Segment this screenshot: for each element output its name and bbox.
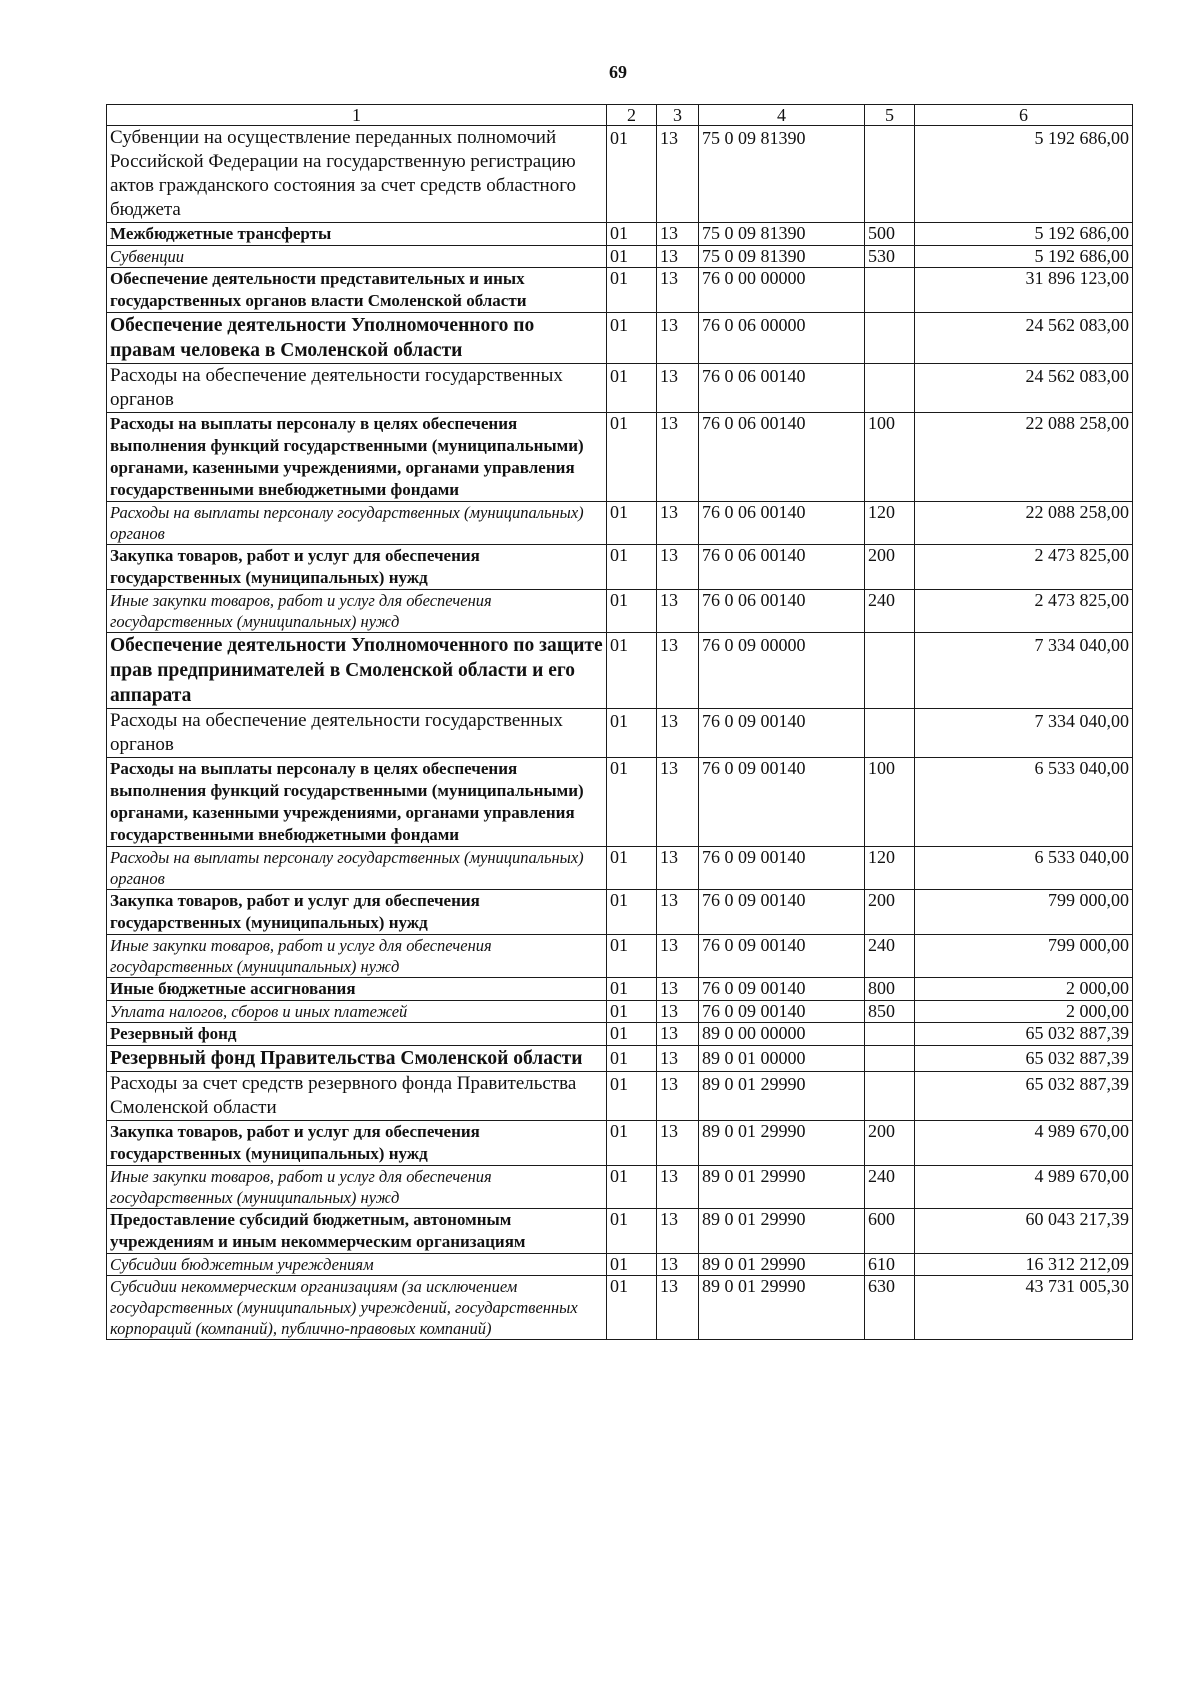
- row-name: Расходы на обеспечение деятельности государственных органов: [107, 709, 607, 758]
- row-expense-type: 100: [865, 413, 915, 502]
- row-section: 01: [607, 1121, 657, 1166]
- row-target-article: 75 0 09 81390: [699, 223, 865, 246]
- row-name: Субсидии бюджетным учреждениям: [107, 1254, 607, 1276]
- row-name: Обеспечение деятельности представительных и иных государственных органов власти Смоленской области: [107, 268, 607, 313]
- row-target-article: 89 0 01 29990: [699, 1254, 865, 1276]
- row-section: 01: [607, 1254, 657, 1276]
- row-section: 01: [607, 1072, 657, 1121]
- row-expense-type: 120: [865, 502, 915, 545]
- row-name: Расходы за счет средств резервного фонда Правительства Смоленской области: [107, 1072, 607, 1121]
- row-subsection: 13: [657, 1023, 699, 1046]
- table-row: [107, 1001, 1133, 1023]
- row-section: 01: [607, 978, 657, 1001]
- row-section: 01: [607, 633, 657, 709]
- row-expense-type: 240: [865, 935, 915, 978]
- row-section: 01: [607, 126, 657, 223]
- row-section: 01: [607, 890, 657, 935]
- row-section: 01: [607, 545, 657, 590]
- row-target-article: 89 0 00 00000: [699, 1023, 865, 1046]
- table-row: [107, 1166, 1133, 1209]
- table-row: [107, 758, 1133, 847]
- table-row: [107, 126, 1133, 223]
- row-section: 01: [607, 1001, 657, 1023]
- row-expense-type: 240: [865, 590, 915, 633]
- row-subsection: 13: [657, 364, 699, 413]
- row-target-article: 76 0 09 00140: [699, 890, 865, 935]
- row-subsection: 13: [657, 1209, 699, 1254]
- row-expense-type: 630: [865, 1276, 915, 1340]
- row-subsection: 13: [657, 268, 699, 313]
- row-amount: 5 192 686,00: [915, 223, 1133, 246]
- header-cell-1: 1: [107, 105, 607, 126]
- row-subsection: 13: [657, 545, 699, 590]
- row-expense-type: [865, 1072, 915, 1121]
- row-name: Резервный фонд Правительства Смоленской области: [107, 1046, 607, 1072]
- row-amount: 2 000,00: [915, 1001, 1133, 1023]
- row-subsection: 13: [657, 1166, 699, 1209]
- row-amount: 5 192 686,00: [915, 246, 1133, 268]
- row-target-article: 76 0 09 00140: [699, 758, 865, 847]
- row-name: Субвенции: [107, 246, 607, 268]
- row-subsection: 13: [657, 890, 699, 935]
- row-subsection: 13: [657, 758, 699, 847]
- row-name: Иные закупки товаров, работ и услуг для обеспечения государственных (муниципальных) нужд: [107, 935, 607, 978]
- row-section: 01: [607, 364, 657, 413]
- table-row: [107, 502, 1133, 545]
- row-target-article: 76 0 06 00140: [699, 545, 865, 590]
- row-subsection: 13: [657, 590, 699, 633]
- row-expense-type: 500: [865, 223, 915, 246]
- row-name: Закупка товаров, работ и услуг для обеспечения государственных (муниципальных) нужд: [107, 890, 607, 935]
- row-target-article: 76 0 09 00140: [699, 709, 865, 758]
- table-row: [107, 313, 1133, 364]
- row-expense-type: 120: [865, 847, 915, 890]
- row-name: Межбюджетные трансферты: [107, 223, 607, 246]
- row-amount: 24 562 083,00: [915, 364, 1133, 413]
- row-amount: 22 088 258,00: [915, 413, 1133, 502]
- table-row: [107, 935, 1133, 978]
- budget-table: [106, 104, 1133, 1340]
- row-amount: 7 334 040,00: [915, 633, 1133, 709]
- row-target-article: 89 0 01 29990: [699, 1072, 865, 1121]
- table-row: [107, 413, 1133, 502]
- row-section: 01: [607, 268, 657, 313]
- table-row: [107, 847, 1133, 890]
- table-row: [107, 590, 1133, 633]
- header-cell-4: 4: [699, 105, 865, 126]
- row-name: Предоставление субсидий бюджетным, автономным учреждениям и иным некоммерческим организациям: [107, 1209, 607, 1254]
- row-amount: 5 192 686,00: [915, 126, 1133, 223]
- table-row: [107, 1046, 1133, 1072]
- row-amount: 2 473 825,00: [915, 590, 1133, 633]
- table-row: [107, 633, 1133, 709]
- row-subsection: 13: [657, 935, 699, 978]
- row-target-article: 76 0 06 00140: [699, 590, 865, 633]
- row-section: 01: [607, 413, 657, 502]
- row-subsection: 13: [657, 1072, 699, 1121]
- row-expense-type: [865, 126, 915, 223]
- row-subsection: 13: [657, 313, 699, 364]
- header-cell-2: 2: [607, 105, 657, 126]
- row-amount: 4 989 670,00: [915, 1121, 1133, 1166]
- row-target-article: 89 0 01 29990: [699, 1121, 865, 1166]
- row-expense-type: 200: [865, 545, 915, 590]
- table-row: [107, 1072, 1133, 1121]
- row-expense-type: 850: [865, 1001, 915, 1023]
- row-section: 01: [607, 935, 657, 978]
- row-name: Закупка товаров, работ и услуг для обеспечения государственных (муниципальных) нужд: [107, 1121, 607, 1166]
- row-target-article: 76 0 09 00140: [699, 935, 865, 978]
- row-name: Субвенции на осуществление переданных полномочий Российской Федерации на государственную регистрацию актов гражданского состояния за счет средств областного бюджета: [107, 126, 607, 223]
- header-cell-6: 6: [915, 105, 1133, 126]
- row-name: Расходы на выплаты персоналу государственных (муниципальных) органов: [107, 502, 607, 545]
- row-section: 01: [607, 709, 657, 758]
- row-section: 01: [607, 847, 657, 890]
- row-expense-type: [865, 633, 915, 709]
- row-amount: 22 088 258,00: [915, 502, 1133, 545]
- row-subsection: 13: [657, 126, 699, 223]
- row-amount: 2 000,00: [915, 978, 1133, 1001]
- row-amount: 43 731 005,30: [915, 1276, 1133, 1340]
- row-amount: 60 043 217,39: [915, 1209, 1133, 1254]
- row-name: Уплата налогов, сборов и иных платежей: [107, 1001, 607, 1023]
- header-cell-3: 3: [657, 105, 699, 126]
- row-target-article: 89 0 01 29990: [699, 1276, 865, 1340]
- row-subsection: 13: [657, 1046, 699, 1072]
- row-amount: 65 032 887,39: [915, 1046, 1133, 1072]
- row-subsection: 13: [657, 709, 699, 758]
- row-name: Обеспечение деятельности Уполномоченного по правам человека в Смоленской области: [107, 313, 607, 364]
- row-target-article: 76 0 00 00000: [699, 268, 865, 313]
- row-section: 01: [607, 1166, 657, 1209]
- row-amount: 65 032 887,39: [915, 1023, 1133, 1046]
- row-expense-type: 610: [865, 1254, 915, 1276]
- row-subsection: 13: [657, 1121, 699, 1166]
- table-row: [107, 1209, 1133, 1254]
- row-expense-type: 240: [865, 1166, 915, 1209]
- table-row: [107, 246, 1133, 268]
- row-expense-type: [865, 1023, 915, 1046]
- row-subsection: 13: [657, 633, 699, 709]
- row-target-article: 76 0 09 00140: [699, 978, 865, 1001]
- row-name: Иные бюджетные ассигнования: [107, 978, 607, 1001]
- row-subsection: 13: [657, 1276, 699, 1340]
- table-row: [107, 545, 1133, 590]
- row-name: Расходы на выплаты персоналу государственных (муниципальных) органов: [107, 847, 607, 890]
- row-amount: 799 000,00: [915, 890, 1133, 935]
- row-name: Закупка товаров, работ и услуг для обеспечения государственных (муниципальных) нужд: [107, 545, 607, 590]
- row-subsection: 13: [657, 246, 699, 268]
- row-amount: 16 312 212,09: [915, 1254, 1133, 1276]
- row-target-article: 76 0 09 00140: [699, 847, 865, 890]
- row-section: 01: [607, 1023, 657, 1046]
- row-target-article: 89 0 01 00000: [699, 1046, 865, 1072]
- row-name: Расходы на выплаты персоналу в целях обеспечения выполнения функций государственными (муниципальными) органами, казенными учреждениями, органами управления государственными внебюджетными фондами: [107, 413, 607, 502]
- row-target-article: 76 0 06 00140: [699, 413, 865, 502]
- row-expense-type: 100: [865, 758, 915, 847]
- row-expense-type: 600: [865, 1209, 915, 1254]
- row-amount: 6 533 040,00: [915, 758, 1133, 847]
- row-name: Иные закупки товаров, работ и услуг для обеспечения государственных (муниципальных) нужд: [107, 590, 607, 633]
- row-expense-type: [865, 364, 915, 413]
- row-target-article: 89 0 01 29990: [699, 1209, 865, 1254]
- row-amount: 7 334 040,00: [915, 709, 1133, 758]
- row-amount: 6 533 040,00: [915, 847, 1133, 890]
- row-subsection: 13: [657, 1254, 699, 1276]
- row-amount: 65 032 887,39: [915, 1072, 1133, 1121]
- row-amount: 2 473 825,00: [915, 545, 1133, 590]
- row-name: Иные закупки товаров, работ и услуг для обеспечения государственных (муниципальных) нужд: [107, 1166, 607, 1209]
- row-expense-type: [865, 709, 915, 758]
- row-name: Обеспечение деятельности Уполномоченного по защите прав предпринимателей в Смоленской области и его аппарата: [107, 633, 607, 709]
- row-section: 01: [607, 1209, 657, 1254]
- row-amount: 799 000,00: [915, 935, 1133, 978]
- row-target-article: 75 0 09 81390: [699, 246, 865, 268]
- row-section: 01: [607, 758, 657, 847]
- table-row: [107, 223, 1133, 246]
- row-target-article: 76 0 06 00140: [699, 502, 865, 545]
- table-row: [107, 890, 1133, 935]
- row-target-article: 89 0 01 29990: [699, 1166, 865, 1209]
- row-name: Субсидии некоммерческим организациям (за исключением государственных (муниципальных) учреждений, государственных корпораций (компаний), публично-правовых компаний): [107, 1276, 607, 1340]
- table-row: [107, 1023, 1133, 1046]
- row-target-article: 76 0 06 00000: [699, 313, 865, 364]
- header-cell-5: 5: [865, 105, 915, 126]
- row-section: 01: [607, 223, 657, 246]
- row-target-article: 76 0 09 00140: [699, 1001, 865, 1023]
- row-section: 01: [607, 590, 657, 633]
- row-amount: 4 989 670,00: [915, 1166, 1133, 1209]
- row-expense-type: [865, 313, 915, 364]
- table-row: [107, 364, 1133, 413]
- row-expense-type: 200: [865, 1121, 915, 1166]
- table-row: [107, 709, 1133, 758]
- row-subsection: 13: [657, 223, 699, 246]
- row-subsection: 13: [657, 502, 699, 545]
- row-target-article: 75 0 09 81390: [699, 126, 865, 223]
- row-name: Расходы на обеспечение деятельности государственных органов: [107, 364, 607, 413]
- row-expense-type: [865, 1046, 915, 1072]
- page-number: 69: [609, 62, 627, 82]
- table-row: [107, 268, 1133, 313]
- row-target-article: 76 0 09 00000: [699, 633, 865, 709]
- row-subsection: 13: [657, 413, 699, 502]
- row-expense-type: 800: [865, 978, 915, 1001]
- row-section: 01: [607, 313, 657, 364]
- row-name: Резервный фонд: [107, 1023, 607, 1046]
- row-target-article: 76 0 06 00140: [699, 364, 865, 413]
- table-header-row: [107, 105, 1133, 126]
- row-subsection: 13: [657, 978, 699, 1001]
- table-row: [107, 1254, 1133, 1276]
- row-amount: 24 562 083,00: [915, 313, 1133, 364]
- row-section: 01: [607, 502, 657, 545]
- budget-table-body: [107, 105, 1133, 1340]
- row-expense-type: [865, 268, 915, 313]
- row-name: Расходы на выплаты персоналу в целях обеспечения выполнения функций государственными (муниципальными) органами, казенными учреждениями, органами управления государственными внебюджетными фондами: [107, 758, 607, 847]
- row-subsection: 13: [657, 1001, 699, 1023]
- row-section: 01: [607, 246, 657, 268]
- table-row: [107, 1276, 1133, 1340]
- row-section: 01: [607, 1276, 657, 1340]
- row-amount: 31 896 123,00: [915, 268, 1133, 313]
- row-section: 01: [607, 1046, 657, 1072]
- table-row: [107, 1121, 1133, 1166]
- row-expense-type: 200: [865, 890, 915, 935]
- row-expense-type: 530: [865, 246, 915, 268]
- table-row: [107, 978, 1133, 1001]
- row-subsection: 13: [657, 847, 699, 890]
